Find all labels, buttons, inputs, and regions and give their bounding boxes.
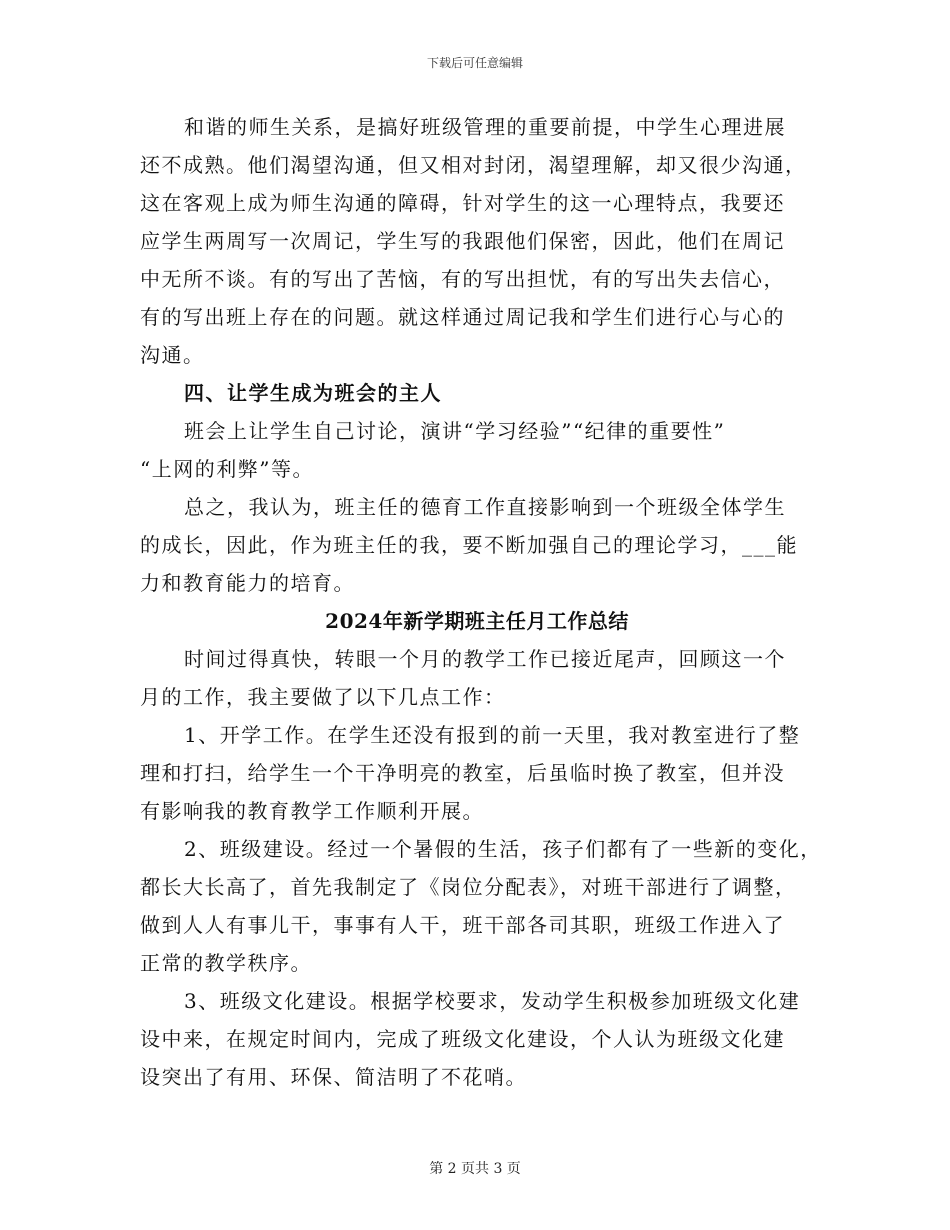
paragraph-line: 设突出了有用、环保、简洁明了不花哨。: [140, 1065, 527, 1089]
paragraph-line: 这在客观上成为师生沟通的障碍，针对学生的这一心理特点，我要还: [140, 191, 785, 215]
paragraph-line: 还不成熟。他们渴望沟通，但又相对封闭，渴望理解，却又很少沟通，: [140, 153, 807, 177]
section-heading: 四、让学生成为班会的主人: [184, 381, 442, 405]
paragraph-line: 2、班级建设。经过一个暑假的生活，孩子们都有了一些新的变化，: [184, 837, 822, 861]
paragraph-line: 3、班级文化建设。根据学校要求，发动学生积极参加班级文化建: [184, 989, 801, 1013]
paragraph-line: 有影响我的教育教学工作顺利开展。: [140, 799, 484, 823]
paragraph-line: 设中来，在规定时间内，完成了班级文化建设，个人认为班级文化建: [140, 1027, 785, 1051]
paragraph-line: 班会上让学生自己讨论，演讲“学习经验”“纪律的重要性”: [184, 419, 726, 443]
paragraph-line: 和谐的师生关系，是搞好班级管理的重要前提，中学生心理进展: [184, 115, 786, 139]
page-footer: 第 2 页共 3 页: [429, 1161, 521, 1177]
paragraph-line: 理和打扫，给学生一个干净明亮的教室，后虽临时换了教室，但并没: [140, 761, 785, 785]
document-title: 2024年新学期班主任月工作总结: [325, 609, 629, 633]
paragraph-line: 月的工作，我主要做了以下几点工作：: [140, 685, 506, 709]
paragraph-line: 正常的教学秩序。: [140, 951, 312, 975]
paragraph-line: 1、开学工作。在学生还没有报到的前一天里，我对教室进行了整: [184, 723, 801, 747]
page-header: 下载后可任意编辑: [426, 56, 523, 70]
document-body: [140, 108, 820, 1096]
paragraph-line: 力和教育能力的培育。: [140, 571, 355, 595]
paragraph-line: 沟通。: [140, 343, 205, 367]
paragraph-line: 都长大长高了，首先我制定了《岗位分配表》，对班干部进行了调整，: [140, 875, 797, 899]
paragraph-line: 总之，我认为，班主任的德育工作直接影响到一个班级全体学生: [184, 495, 786, 519]
paragraph-line: 时间过得真快，转眼一个月的教学工作已接近尾声，回顾这一个: [184, 647, 786, 671]
paragraph-line: 的成长，因此，作为班主任的我，要不断加强自己的理论学习，___能: [140, 533, 798, 557]
paragraph-line: 中无所不谈。有的写出了苦恼，有的写出担忧，有的写出失去信心，: [140, 267, 785, 291]
paragraph-line: 应学生两周写一次周记，学生写的我跟他们保密，因此，他们在周记: [140, 229, 785, 253]
paragraph-line: “上网的利弊”等。: [140, 457, 314, 481]
paragraph-line: 有的写出班上存在的问题。就这样通过周记我和学生们进行心与心的: [140, 305, 785, 329]
paragraph-line: 做到人人有事儿干，事事有人干，班干部各司其职，班级工作进入了: [140, 913, 785, 937]
